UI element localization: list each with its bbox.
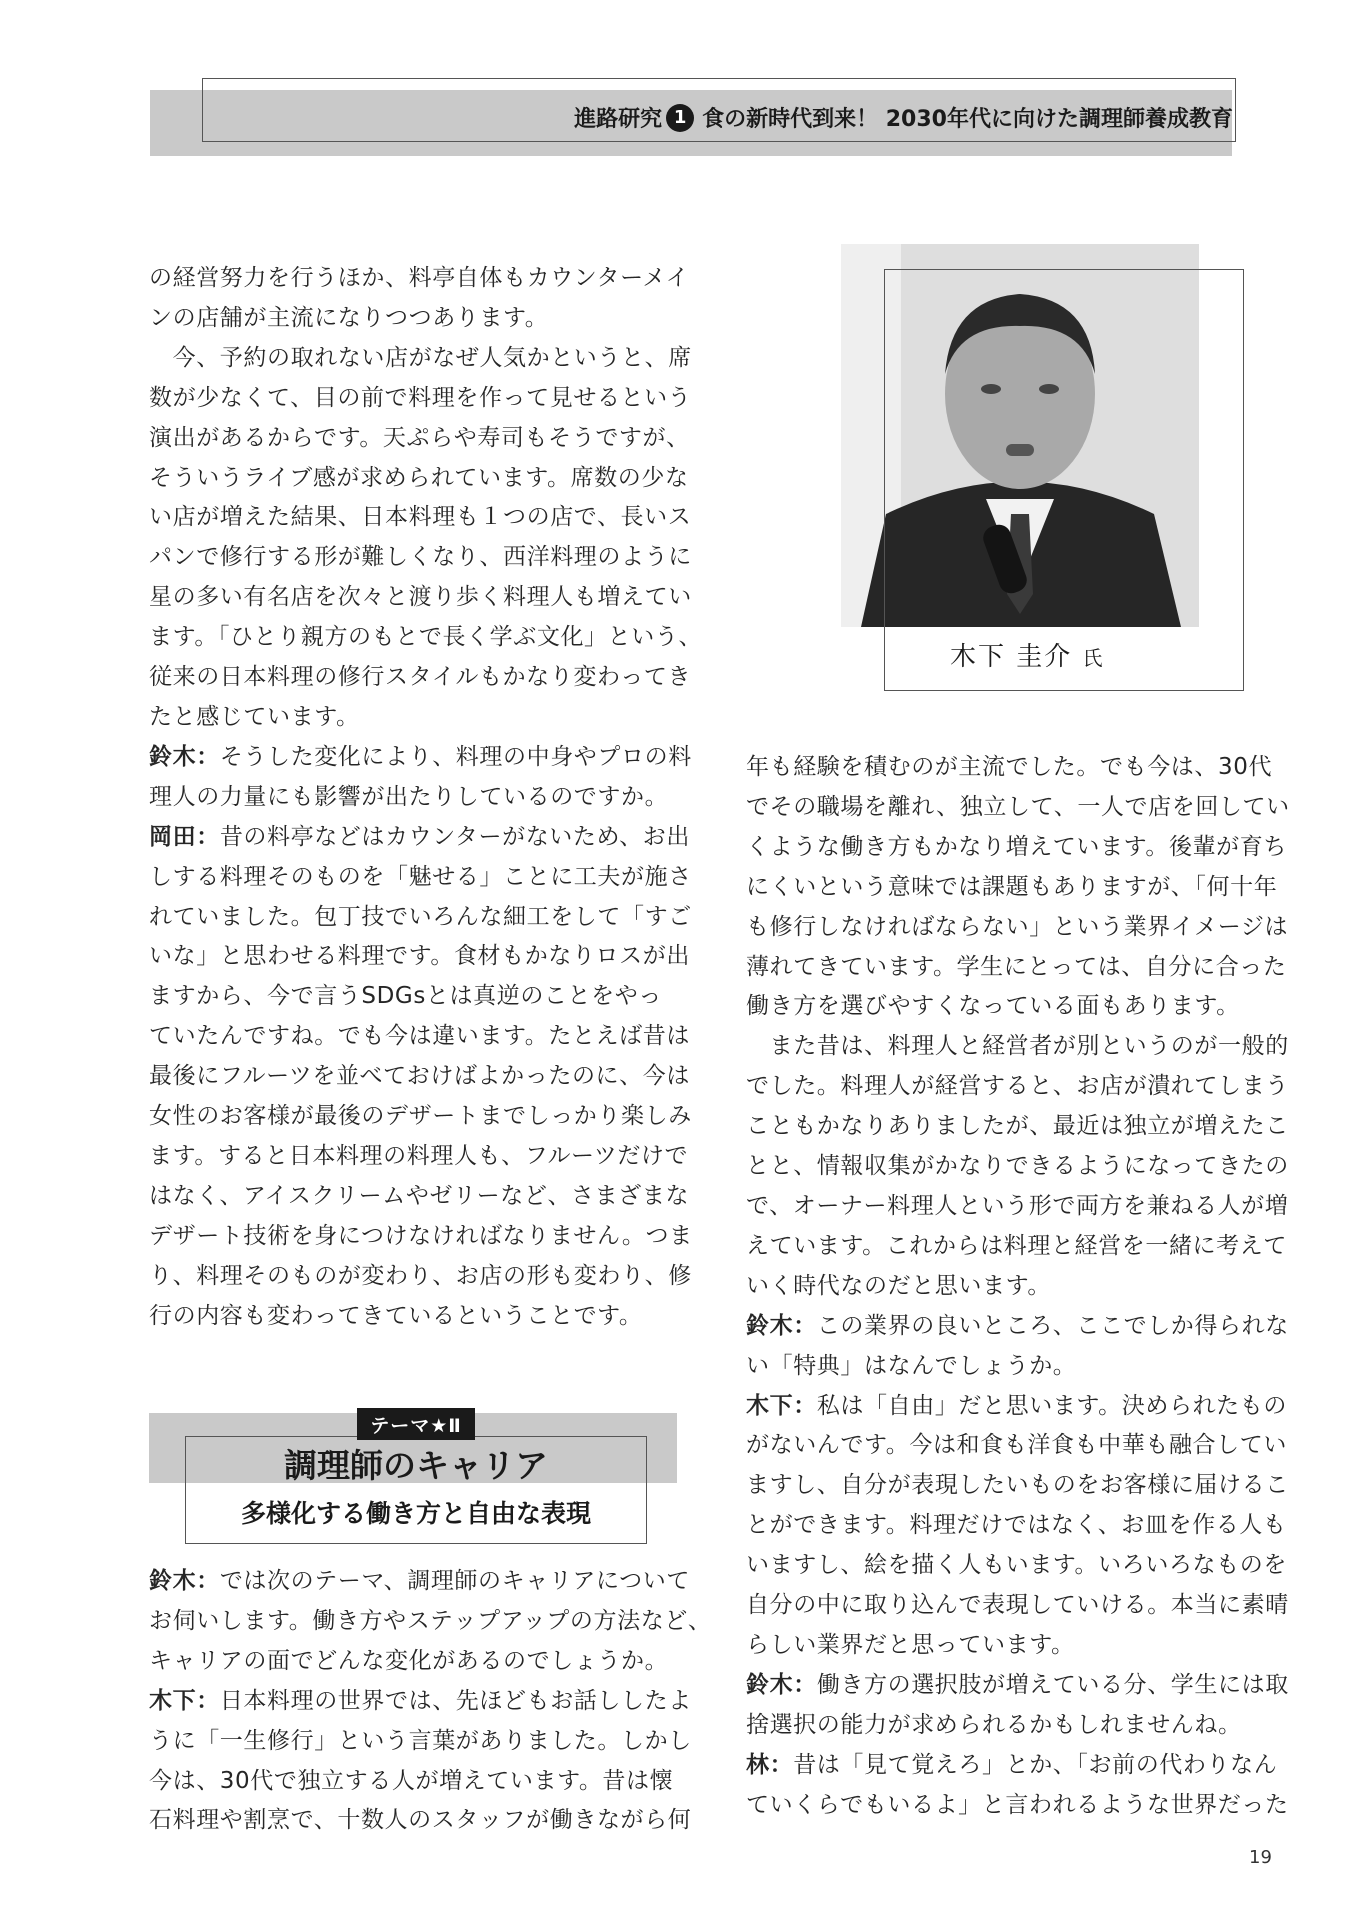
text-line	[746, 1746, 1286, 1786]
line-text: ますし、自分が表現したいものをお客様に届けるこ	[746, 1472, 1289, 1499]
line-text: い店が増えた結果、日本料理も１つの店で、長いス	[149, 504, 692, 531]
line-text: 理人の力量にも影響が出たりしているのですか。	[149, 783, 669, 810]
theme-title: 調理師のキャリア	[284, 1446, 548, 1485]
line-text: くような働き方もかなり増えています。後輩が育ち	[746, 833, 1287, 860]
line-text: しする料理そのものを「魅せる」ことに工夫が施さ	[149, 863, 692, 890]
text-line	[746, 1666, 1289, 1706]
text-line	[746, 1147, 1289, 1187]
line-text: ます。すると日本料理の料理人も、フルーツだけで	[149, 1142, 689, 1169]
text-line	[746, 1546, 1286, 1586]
text-line	[149, 379, 692, 419]
speaker-label: 鈴木：	[149, 1568, 220, 1594]
line-text: にくいという意味では課題もありますが、「何十年	[746, 873, 1278, 900]
speaker-label: 林：	[746, 1751, 794, 1778]
speaker-label: 岡田：	[149, 823, 220, 850]
text-line	[746, 1466, 1289, 1506]
line-text: 石料理や割烹で、十数人のスタッフが働きながら何	[149, 1807, 692, 1834]
line-text: 従来の日本料理の修行スタイルもかなり変わってき	[149, 664, 692, 691]
speaker-label: 鈴木：	[149, 743, 220, 770]
text-line	[746, 1586, 1289, 1626]
header-number-badge: 1	[666, 104, 694, 132]
caption-name: 木下 圭介	[950, 642, 1073, 672]
line-text: 最後にフルーツを並べておけばよかったのに、今は	[149, 1063, 690, 1090]
text-line	[149, 578, 692, 618]
text-line	[149, 1017, 689, 1057]
text-line	[149, 1057, 689, 1097]
line-text: 自分の中に取り込んで表現していける。本当に素晴	[746, 1592, 1289, 1619]
line-text: デザート技術を身につけなければなりません。つま	[149, 1222, 693, 1249]
line-text: ますから、今で言うSDGsとは真逆のことをやっ	[149, 983, 662, 1010]
text-line	[149, 339, 692, 379]
line-text: 昔は「見て覚えろ」とか、「お前の代わりなん	[793, 1751, 1278, 1778]
line-text: ていくらでもいるよ」と言われるような世界だった	[746, 1791, 1289, 1818]
line-text: えています。これからは料理と経営を一緒に考えて	[746, 1232, 1287, 1259]
text-line	[746, 1426, 1286, 1466]
text-line	[746, 1347, 1286, 1387]
text-line	[149, 419, 689, 459]
line-text: 捨選択の能力が求められるかもしれませんね。	[746, 1711, 1242, 1738]
line-text: この業界の良いところ、ここでしか得られな	[816, 1312, 1289, 1339]
text-line	[149, 937, 689, 977]
text-line	[149, 698, 689, 738]
header-prefix: 進路研究	[574, 107, 663, 132]
line-text: キャリアの面でどんな変化があるのでしょうか。	[149, 1647, 669, 1674]
line-text: がないんです。今は和食も洋食も中華も融合してい	[746, 1432, 1287, 1459]
line-text: 私は「自由」だと思います。決められたもの	[816, 1392, 1287, 1419]
line-text: いますし、絵を描く人もいます。いろいろなものを	[746, 1552, 1287, 1579]
line-text: 演出があるからです。天ぷらや寿司もそうですが、	[149, 424, 690, 451]
line-text: でした。料理人が経営すると、お店が潰れてしまう	[746, 1073, 1289, 1100]
text-line	[746, 1506, 1286, 1546]
text-line	[149, 1097, 692, 1137]
line-text: 年も経験を積むのが主流でした。でも今は、30代	[746, 754, 1273, 780]
speaker-label: 鈴木：	[746, 1671, 817, 1698]
text-line	[149, 1257, 692, 1297]
left-column-lower	[149, 1562, 712, 1841]
text-line	[149, 1682, 692, 1722]
text-line	[149, 818, 689, 858]
line-text: たと感じています。	[149, 703, 360, 730]
text-line	[746, 908, 1289, 948]
speaker-label: 木下：	[746, 1392, 817, 1419]
text-line	[149, 977, 689, 1017]
line-text: はなく、アイスクリームやゼリーなど、さまざまな	[149, 1182, 690, 1209]
text-line	[746, 1626, 1286, 1666]
photo-frame	[884, 269, 1244, 691]
running-header	[574, 102, 1233, 133]
text-line	[149, 618, 703, 658]
line-text: うに「一生修行」という言葉がありました。しかし	[149, 1727, 692, 1754]
text-line	[149, 459, 689, 499]
line-text: また昔は、料理人と経営者が別というのが一般的	[746, 1033, 1289, 1060]
line-text: 昔の料亭などはカウンターがないため、お出	[219, 823, 690, 850]
line-text: 星の多い有名店を次々と渡り歩く料理人も増えてい	[149, 584, 692, 611]
line-text: 働き方を選びやすくなっている面もあります。	[746, 993, 1240, 1020]
line-text: 行の内容も変わってきているということです。	[149, 1302, 643, 1329]
theme-tag: テーマ★Ⅱ	[357, 1408, 475, 1440]
text-line	[149, 858, 692, 898]
text-line	[149, 1722, 692, 1762]
line-text: とができます。料理だけではなく、お皿を作る人も	[746, 1512, 1287, 1539]
line-text: 今は、30代で独立する人が増えています。昔は懐	[149, 1767, 674, 1794]
line-text: 数が少なくて、目の前で料理を作って見せるという	[149, 384, 692, 411]
text-line	[746, 1187, 1289, 1227]
line-text: の経営努力を行うほか、料亭自体もカウンターメイ	[149, 265, 690, 291]
line-text: お伺いします。働き方やステップアップの方法など、	[149, 1607, 712, 1634]
page-number: 19	[1249, 1847, 1272, 1868]
right-column	[746, 748, 1290, 1825]
line-text: り、料理そのものが変わり、お店の形も変わり、修	[149, 1262, 692, 1289]
line-text: いな」と思わせる料理です。食材もかなりロスが出	[149, 943, 690, 970]
text-line	[149, 1801, 692, 1841]
text-line	[149, 498, 692, 538]
line-text: らしい業界だと思っています。	[746, 1631, 1075, 1658]
line-text: も修行しなければならない」という業界イメージは	[746, 913, 1289, 940]
text-line	[149, 1762, 689, 1802]
text-line	[149, 898, 692, 938]
text-line	[746, 1706, 1286, 1746]
text-line	[746, 748, 1286, 788]
header-title: 食の新時代到来！ 2030年代に向けた調理師養成教育	[702, 107, 1233, 132]
text-line	[149, 1177, 689, 1217]
line-text: では次のテーマ、調理師のキャリアについて	[219, 1568, 690, 1594]
text-line	[149, 299, 689, 339]
text-line	[149, 1642, 689, 1682]
line-text: そういうライブ感が求められています。席数の少な	[149, 464, 689, 491]
text-line	[746, 1267, 1286, 1307]
text-line	[149, 1217, 693, 1257]
text-line	[746, 1027, 1289, 1067]
speaker-label: 鈴木：	[746, 1312, 817, 1339]
line-text: でその職場を離れ、独立して、一人で店を回してい	[746, 793, 1290, 820]
photo-caption	[950, 636, 1105, 673]
line-text: 今、予約の取れない店がなぜ人気かというと、席	[149, 344, 692, 371]
line-text: いく時代なのだと思います。	[746, 1272, 1051, 1299]
line-text: ンの店舗が主流になりつつあります。	[149, 304, 549, 331]
line-text: れていました。包丁技でいろんな細工をして「すご	[149, 903, 692, 930]
line-text: ます。「ひとり親方のもとで長く学ぶ文化」という、	[149, 624, 703, 651]
text-line	[746, 1227, 1286, 1267]
text-line	[149, 1137, 689, 1177]
text-line	[746, 788, 1290, 828]
line-text: 働き方の選択肢が増えている分、学生には取	[816, 1671, 1289, 1698]
text-line	[746, 1107, 1289, 1147]
text-line	[746, 1067, 1289, 1107]
line-text: そうした変化により、料理の中身やプロの料	[219, 743, 692, 770]
text-line	[746, 1387, 1286, 1427]
text-line	[149, 538, 692, 578]
text-line	[746, 828, 1286, 868]
line-text: こともかなりありましたが、最近は独立が増えたこ	[746, 1113, 1289, 1140]
text-line	[746, 868, 1286, 908]
line-text: い「特典」はなんでしょうか。	[746, 1352, 1077, 1379]
text-line	[149, 1562, 689, 1602]
text-line	[149, 1297, 689, 1337]
text-line	[149, 738, 692, 778]
line-text: ていたんですね。でも今は違います。たとえば昔は	[149, 1023, 690, 1050]
line-text: 日本料理の世界では、先ほどもお話ししたよ	[219, 1687, 692, 1714]
text-line	[149, 778, 689, 818]
text-line	[746, 987, 1286, 1027]
theme-subtitle: 多様化する働き方と自由な表現	[240, 1499, 591, 1528]
line-text: 女性のお客様が最後のデザートまでしっかり楽しみ	[149, 1103, 692, 1130]
text-line	[149, 1602, 712, 1642]
line-text: で、オーナー料理人という形で両方を兼ねる人が増	[746, 1192, 1289, 1219]
caption-suffix: 氏	[1082, 646, 1105, 670]
text-line	[746, 1786, 1289, 1826]
text-line	[149, 658, 692, 698]
line-text: 薄れてきています。学生にとっては、自分に合った	[746, 953, 1287, 980]
line-text: パンで修行する形が難しくなり、西洋料理のように	[149, 544, 692, 571]
speaker-label: 木下：	[149, 1687, 220, 1714]
text-line	[746, 1307, 1289, 1347]
line-text: とと、情報収集がかなりできるようになってきたの	[746, 1153, 1289, 1180]
text-line	[149, 259, 689, 299]
text-line	[746, 948, 1286, 988]
left-column	[149, 259, 703, 1336]
